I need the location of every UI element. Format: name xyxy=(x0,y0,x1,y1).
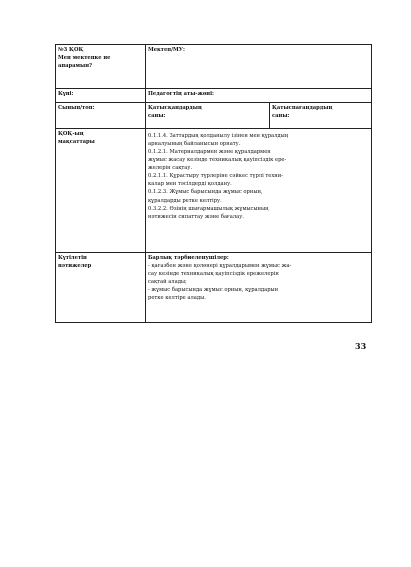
outcome-line: - жұмыс барысында жұмыс орнын, құралдарын xyxy=(148,287,279,294)
outcome-line: - қағазбен және қолөнері құралдарымен жұмыс жа- xyxy=(148,263,292,270)
present-count-label-1: Қатысқандардың xyxy=(148,105,202,111)
lesson-title-line-2: апарамын? xyxy=(58,63,93,70)
goal-line: калар мен тәсілдерді қолдану. xyxy=(148,181,232,188)
lesson-title-line-1: Мен мектепке не xyxy=(58,55,111,62)
outcomes-label-1: Күтілетін xyxy=(58,255,87,261)
absent-count-label-2: саны: xyxy=(272,113,290,120)
outcomes-list-cell xyxy=(146,253,372,323)
header-row xyxy=(56,45,372,89)
school-label: Мектеп/МУ: xyxy=(148,47,185,53)
outcomes-title: Барлық тәрбиеленушілер: xyxy=(148,255,229,261)
present-count-cell xyxy=(146,103,270,129)
outcomes-label-2: нәтижелер xyxy=(58,263,92,270)
goal-line: арналуының байланысын орнату. xyxy=(148,141,241,148)
goal-line: 0.1.2.1. Материалдармен және құралдармен xyxy=(148,149,271,156)
goal-line: нәтижесін сипаттау және бағалау. xyxy=(148,213,244,220)
goals-label-cell xyxy=(56,129,146,253)
page-number: 33 xyxy=(355,341,367,351)
goal-line: 0.1.2.3. Жұмыс барысында жұмыс орнын, xyxy=(148,189,263,196)
goal-line: 0.3.2.2. Өзінің шығармашылық жұмысының xyxy=(148,205,269,212)
goal-line: құралдарды ретке келтіру. xyxy=(148,197,222,204)
absent-count-label-1: Қатыспағандардың xyxy=(272,105,333,111)
lesson-plan-table xyxy=(55,44,372,323)
present-count-label-2: саны: xyxy=(148,113,166,120)
goal-line: 0.1.1.4. Заттардың қолданылу ізінен мен құралдың xyxy=(148,133,289,139)
outcome-line: сақтай алады; xyxy=(148,279,187,286)
outcome-line: ретке келтіре алады. xyxy=(148,295,206,302)
class-row xyxy=(56,103,372,129)
outcomes-label-cell xyxy=(56,253,146,323)
date-row xyxy=(56,89,372,103)
outcome-line: сау кезінде техникалық қауіпсіздік ережелерін xyxy=(148,271,279,278)
goal-line: 0.2.1.1. Құрастыру түрлеріне сәйкес түрлі техни- xyxy=(148,173,283,180)
goals-label-2: мақсаттары xyxy=(58,139,95,146)
goals-list-cell xyxy=(146,129,372,253)
goal-line: желерін сақтау. xyxy=(148,165,193,172)
goals-label-1: ҚОҚ-ың xyxy=(58,131,84,137)
school-cell xyxy=(146,45,372,89)
outcomes-row xyxy=(56,253,372,323)
class-label-cell xyxy=(56,103,146,129)
lesson-title-cell xyxy=(56,45,146,89)
date-label: Күні: xyxy=(58,91,74,97)
teacher-cell xyxy=(146,89,372,103)
lesson-number: №3 ҚОҚ xyxy=(58,47,84,53)
absent-count-cell xyxy=(270,103,372,129)
goal-line: жұмыс жасау кезінде техникалық қауіпсіздік ере- xyxy=(148,157,287,164)
class-label: Сынып/топ: xyxy=(58,105,95,111)
date-label-cell xyxy=(56,89,146,103)
goals-row xyxy=(56,129,372,253)
teacher-label: Педагогтің аты-жөні: xyxy=(148,91,214,97)
